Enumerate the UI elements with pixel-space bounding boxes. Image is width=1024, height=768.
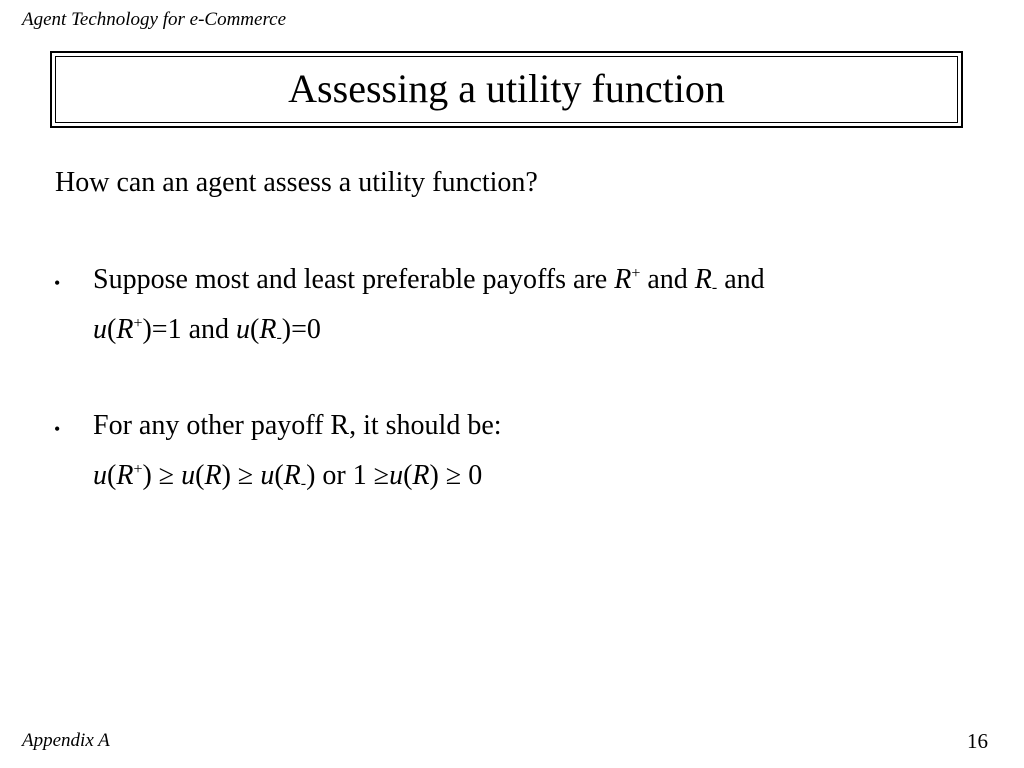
text-fragment: ( <box>403 460 413 491</box>
math-variable: u <box>93 460 107 491</box>
math-variable: u <box>389 460 404 491</box>
math-variable: R <box>204 460 222 491</box>
math-variable: R <box>283 460 301 491</box>
superscript: + <box>133 315 143 332</box>
text-fragment: ) ≥ <box>221 460 261 491</box>
text-fragment: and <box>640 264 695 295</box>
math-variable: R <box>412 460 430 491</box>
subscript: - <box>276 329 282 346</box>
intro-question: How can an agent assess a utility function? <box>55 167 538 198</box>
bullet1-line2 <box>93 313 321 347</box>
text-fragment: ) ≥ <box>142 460 182 491</box>
footer-appendix: Appendix A <box>22 730 110 751</box>
title-frame <box>50 51 963 128</box>
text-fragment: ( <box>250 314 260 345</box>
text-fragment: )=0 <box>281 314 321 345</box>
bullet2-line1: For any other payoff R, it should be: <box>93 410 502 441</box>
math-variable: R <box>614 264 632 295</box>
bullet2-line2 <box>93 459 482 493</box>
bullet-marker: • <box>54 419 61 439</box>
text-fragment: ) or 1 ≥ <box>306 460 390 491</box>
text-fragment: and <box>717 264 765 295</box>
text-fragment: ( <box>107 460 117 491</box>
bullet1-line1 <box>93 263 765 297</box>
math-variable: u <box>260 460 275 491</box>
superscript: + <box>133 461 143 478</box>
math-variable: u <box>181 460 196 491</box>
text-fragment: Suppose most and least preferable payoffs are <box>93 264 615 295</box>
text-fragment: ( <box>107 314 117 345</box>
text-fragment: ( <box>274 460 284 491</box>
page-number: 16 <box>967 729 988 753</box>
math-variable: u <box>236 314 251 345</box>
text-fragment: )=1 and <box>142 314 237 345</box>
subscript: - <box>711 279 718 296</box>
slide-header: Agent Technology for e-Commerce <box>22 9 287 30</box>
math-variable: u <box>93 314 107 345</box>
subscript: - <box>300 475 307 492</box>
bullet-marker: • <box>54 273 61 293</box>
math-variable: R <box>116 314 134 345</box>
superscript: + <box>631 265 641 282</box>
math-variable: R <box>259 314 277 345</box>
math-variable: R <box>116 460 134 491</box>
slide-title: Assessing a utility function <box>288 65 725 111</box>
math-variable: R <box>694 264 712 295</box>
title-frame-inner <box>55 56 958 123</box>
text-fragment: ) ≥ 0 <box>429 460 483 491</box>
text-fragment: ( <box>195 460 205 491</box>
